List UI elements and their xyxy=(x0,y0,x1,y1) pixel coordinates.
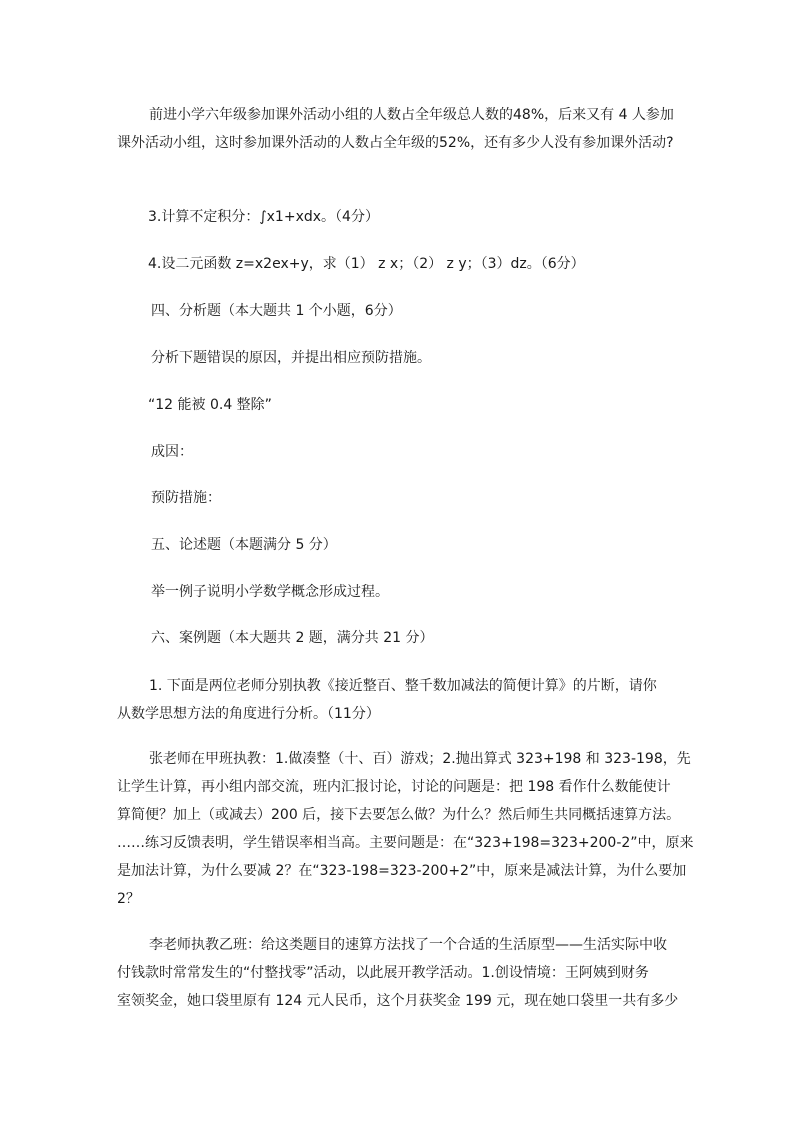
teacher-li-case xyxy=(117,931,678,1015)
teacher-zhang-case xyxy=(117,745,694,913)
section-4-title: 四、分析题（本大题共 1 个小题，6分） xyxy=(151,303,402,319)
li-line: 室领奖金，她口袋里原有 124 元人民币，这个月获奖金 199 元，现在她口袋里一共有多少 xyxy=(117,993,679,1009)
calc-question-4: 4.设二元函数 z=x2ex+y，求（1） z x；（2） z y；（3）dz。（6分） xyxy=(148,256,585,272)
case-1-prompt xyxy=(117,672,657,728)
prevention-label: 预防措施： xyxy=(151,490,221,506)
zhang-line: 算简便？加上（或减去）200 后，接下去要怎么做？为什么？然后师生共同概括速算方法。 xyxy=(117,807,681,823)
zhang-line: 张老师在甲班执教：1.做凑整（十、百）游戏；2.抛出算式 323+198 和 323-198，先 xyxy=(149,751,691,767)
li-line: 付钱款时常常发生的“付整找零”活动，以此展开教学活动。1.创设情境：王阿姨到财务 xyxy=(117,965,649,981)
cause-label: 成因： xyxy=(151,444,193,460)
section-6-title: 六、案例题（本大题共 2 题，满分共 21 分） xyxy=(151,630,434,646)
li-line: 李老师执教乙班：给这类题目的速算方法找了一个合适的生活原型——生活实际中收 xyxy=(149,937,667,953)
question-intro-paragraph xyxy=(117,101,674,157)
section-5-title: 五、论述题（本题满分 5 分） xyxy=(151,537,337,553)
question-intro-line: 课外活动小组，这时参加课外活动的人数占全年级的52%，还有多少人没有参加课外活动? xyxy=(117,135,674,151)
calc-question-3: 3.计算不定积分：∫x1+xdx。（4分） xyxy=(148,209,379,225)
zhang-line: 2？ xyxy=(117,891,140,907)
section-4-prompt: 分析下题错误的原因，并提出相应预防措施。 xyxy=(151,350,431,366)
case-1-line: 从数学思想方法的角度进行分析。（11分） xyxy=(117,706,380,722)
question-intro-line: 前进小学六年级参加课外活动小组的人数占全年级总人数的48%，后来又有 4 人参加 xyxy=(149,107,674,123)
section-5-prompt: 举一例子说明小学数学概念形成过程。 xyxy=(151,584,389,600)
case-1-line: 1. 下面是两位老师分别执教《接近整百、整千数加减法的简便计算》的片断，请你 xyxy=(149,678,657,694)
zhang-line: ……练习反馈表明，学生错误率相当高。主要问题是：在“323+198=323+200-2”中，原来 xyxy=(117,835,694,851)
zhang-line: 是加法计算，为什么要减 2？在“323-198=323-200+2”中，原来是减法计算，为什么要加 xyxy=(117,863,687,879)
zhang-line: 让学生计算，再小组内部交流，班内汇报讨论，讨论的问题是：把 198 看作什么数能使计 xyxy=(117,779,671,795)
section-4-quote: “12 能被 0.4 整除” xyxy=(148,397,272,413)
